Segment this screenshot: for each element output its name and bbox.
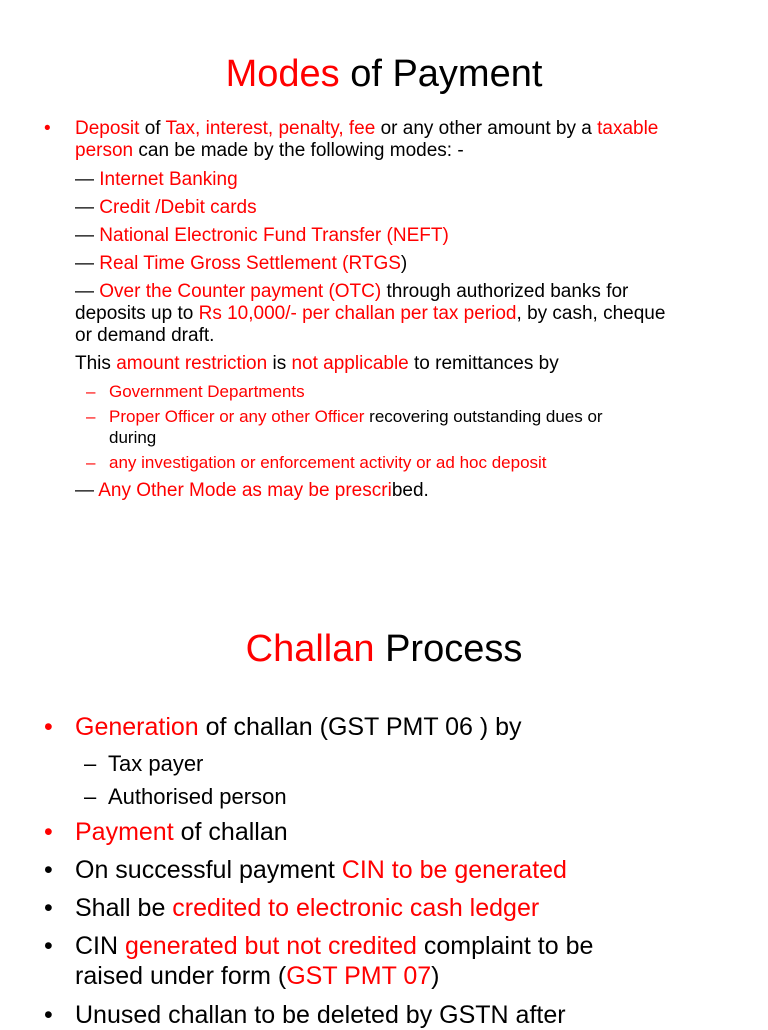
slide2-title [0,627,768,671]
point-cin [75,855,567,885]
mode-other-label: Any Other Mode as may be prescri [98,480,392,501]
point-credited [75,893,539,923]
term-person: person [75,140,134,161]
intro-line-2 [75,140,755,162]
slide1-title-rest: of Payment [339,53,543,95]
dash: — [75,480,94,501]
mode-cards [75,197,257,219]
cin-label: CIN [75,932,125,960]
term-proper-officer: Proper Officer or any other Officer [109,407,365,426]
dash: — [75,253,94,274]
bullet: • [44,713,53,741]
credited-text: Shall be [75,894,173,922]
bullet: • [44,856,53,884]
term-amount-restriction: amount restriction [116,353,268,374]
term-payment: Payment [75,818,174,846]
dash: — [75,169,94,190]
slide1-bullet: • [44,118,51,139]
officer-line-2: during [109,428,157,447]
sub-dash: – [86,382,96,401]
sub-dash: – [86,453,96,472]
text-remittances: to remittances by [408,353,559,374]
mode-neft [75,225,449,247]
sub-dash: – [86,407,96,426]
point-generation [75,712,522,742]
dash: — [75,281,94,302]
mode-label: Real Time Gross Settlement (RTGS [99,253,401,274]
otc-dd: or demand draft. [75,325,215,346]
mode-internet-banking [75,169,238,191]
slide1-title-highlight: Modes [225,53,340,95]
exemption-govt: Government Departments [109,382,305,401]
officer-line-1 [109,406,729,427]
exemption-officer [109,406,729,448]
sub-authorised-person: Authorised person [108,784,287,809]
term-generation: Generation [75,713,199,741]
bullet: • [44,818,53,846]
cin-text: On successful payment [75,856,342,884]
point-unused: Unused challan to be deleted by GSTN after [75,1001,566,1029]
otc-text: through authorized banks for [381,281,629,302]
dash: — [75,197,94,218]
term-taxable: taxable [597,118,659,139]
intro-line-1 [75,118,755,140]
sub-dash: – [84,784,97,809]
term-not-applicable: not applicable [291,353,409,374]
mode-label-end: ) [400,253,408,274]
slide2-title-highlight: Challan [245,628,375,670]
otc-line-2 [75,303,755,325]
term-tax-items: Tax, interest, penalty, fee [165,118,376,139]
text-this: This [75,353,117,374]
term-form: GST PMT 07 [286,962,432,990]
complaint-text: complaint to be [416,932,594,960]
mode-label: Credit /Debit cards [99,197,257,218]
officer-text: recovering outstanding dues or [364,407,603,426]
mode-rtgs [75,253,407,275]
slide1-title [0,52,768,96]
complaint-line-1 [75,931,755,961]
sub-dash: – [84,751,97,776]
generation-text: of challan (GST PMT 06 ) by [198,713,522,741]
text-modes: can be made by the following modes: - [133,140,464,161]
otc-line-1 [75,281,755,303]
restriction-line [75,353,559,375]
payment-text: of challan [173,818,288,846]
bullet: • [44,894,53,922]
mode-label: Internet Banking [99,169,238,190]
otc-limit: Rs 10,000/- per challan per tax period [198,303,517,324]
point-payment [75,817,288,847]
otc-cash: , by cash, cheque [516,303,666,324]
dash: — [75,225,94,246]
slide2-title-rest: Process [374,628,523,670]
form-text: raised under form ( [75,962,287,990]
otc-deposits: deposits up to [75,303,199,324]
mode-label: National Electronic Fund Transfer (NEFT) [99,225,449,246]
text-is: is [267,353,292,374]
term-cin-generated: CIN to be generated [341,856,567,884]
point-complaint [75,931,755,991]
text-any-other: or any other amount by a [375,118,598,139]
otc-label: Over the Counter payment (OTC) [99,281,382,302]
complaint-line-2 [75,961,755,991]
slide1-intro [75,118,755,162]
mode-other [75,480,429,502]
bullet: • [44,1001,53,1029]
term-cash-ledger: credited to electronic cash ledger [172,894,540,922]
mode-other-end: bed. [391,480,429,501]
exemption-investigation: any investigation or enforcement activity or ad hoc deposit [109,453,547,472]
mode-otc [75,281,755,347]
term-not-credited: generated but not credited [125,932,417,960]
form-close: ) [431,962,440,990]
otc-line-3 [75,325,755,347]
term-deposit: Deposit [75,118,140,139]
text-of: of [139,118,166,139]
sub-tax-payer: Tax payer [108,751,204,776]
bullet: • [44,932,53,960]
